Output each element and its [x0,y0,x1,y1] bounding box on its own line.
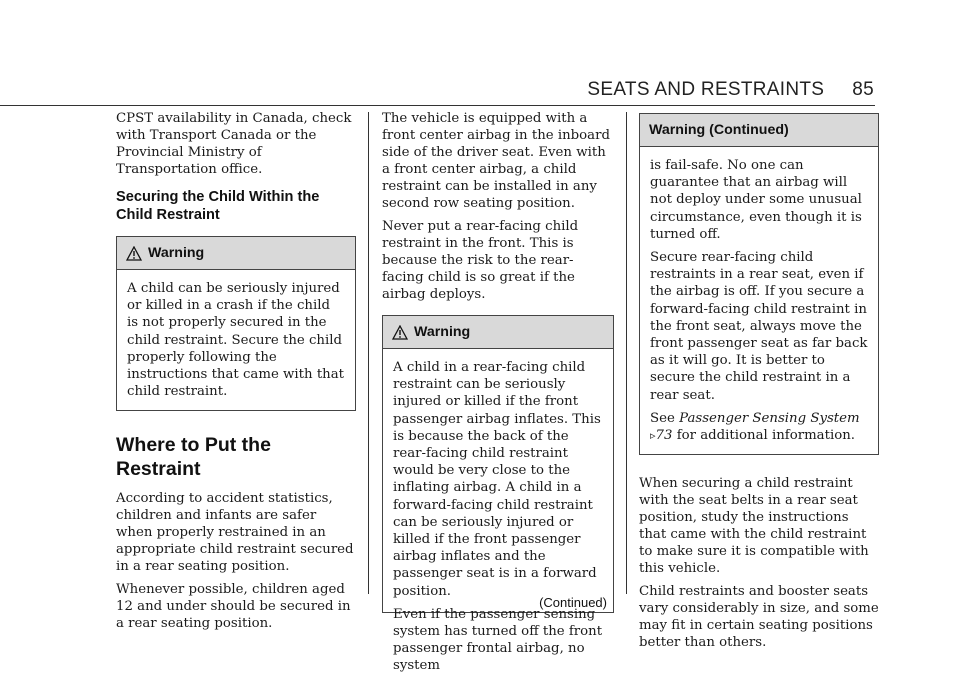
warning-title-bar [640,114,878,147]
column-2 [382,110,614,674]
column-3 [639,110,879,657]
paragraph: Child restraints and booster seats vary considerably in size, and some may fit in certain seating positions better than others. [639,584,879,651]
column-1 [116,110,356,638]
page-number: 85 [852,79,874,100]
reference-link[interactable]: Passenger Sensing System [679,410,860,426]
cross-reference [650,410,868,444]
intro-paragraph: CPST availability in Canada, check with Transport Canada or the Provincial Ministry of Transportation office. [116,111,352,177]
reference-page[interactable]: 73 [655,428,673,444]
warning-title-bar [117,237,355,270]
warning-triangle-icon [126,246,142,261]
warning-box [382,315,614,674]
warning-text: Even if the passenger sensing system has turned off the front passenger frontal airbag, no system [393,606,603,674]
paragraph: According to accident statistics, children and infants are safer when properly restrained in an appropriate child restraint secured in a rear seating position. [116,491,354,575]
column-divider [626,112,627,594]
header-rule [0,105,875,106]
continued-label: (Continued) [539,595,607,610]
warning-title: Warning [148,245,205,261]
warning-text: A child in a rear-facing child restraint can be seriously injured or killed if the front passenger airbag inflates. This is because the back of the rear-facing child restraint would be very close to the inflating airbag. A child in a forward-facing child restraint can be seriously injured or killed if the front passenger airbag inflates and the passenger seat is in a forward position. [393,360,601,599]
warning-box [116,236,356,411]
page-header [587,79,874,101]
paragraph: The vehicle is equipped with a front center airbag in the inboard side of the driver seat. Even with a front center airbag, a child restraint can be installed in any second row seating position. [382,111,610,211]
warning-title: Warning [414,324,471,340]
see-label: See [650,410,675,426]
paragraph: Never put a rear-facing child restraint in the front. This is because the risk to the rear-facing child is so great if the airbag deploys. [382,219,579,302]
warning-title-bar [383,316,613,349]
warning-text: Secure rear-facing child restraints in a rear seat, even if the airbag is off. If you secure a forward-facing child restraint in the front seat, always move the front passenger seat as far back as it will go. It is better to secure the child restraint in a rear seat. [650,250,868,403]
paragraph: When securing a child restraint with the seat belts in a rear seat position, study the instructions that came with the child restraint to make sure it is compatible with this vehicle. [639,476,869,577]
warning-title: Warning (Continued) [649,122,789,138]
subheading: Securing the Child Within the Child Restraint [116,189,320,223]
section-heading: Where to Put the Restraint [116,434,271,481]
warning-box-continued [639,113,879,455]
page-ref-icon: ▹ [650,429,656,443]
warning-text: A child can be seriously injured or killed in a crash if the child is not properly secured in the child restraint. Secure the child properly following the instructions that came with that child restraint. [127,281,344,400]
paragraph: Whenever possible, children aged 12 and under should be secured in a rear seating position. [116,582,351,632]
warning-triangle-icon [392,325,408,340]
warning-text: is fail-safe. No one can guarantee that an airbag will not deploy under some unusual circumstance, even though it is turned off. [650,158,862,242]
column-divider [368,112,369,594]
section-title: SEATS AND RESTRAINTS [587,79,825,100]
reference-tail: for additional information. [676,428,856,444]
